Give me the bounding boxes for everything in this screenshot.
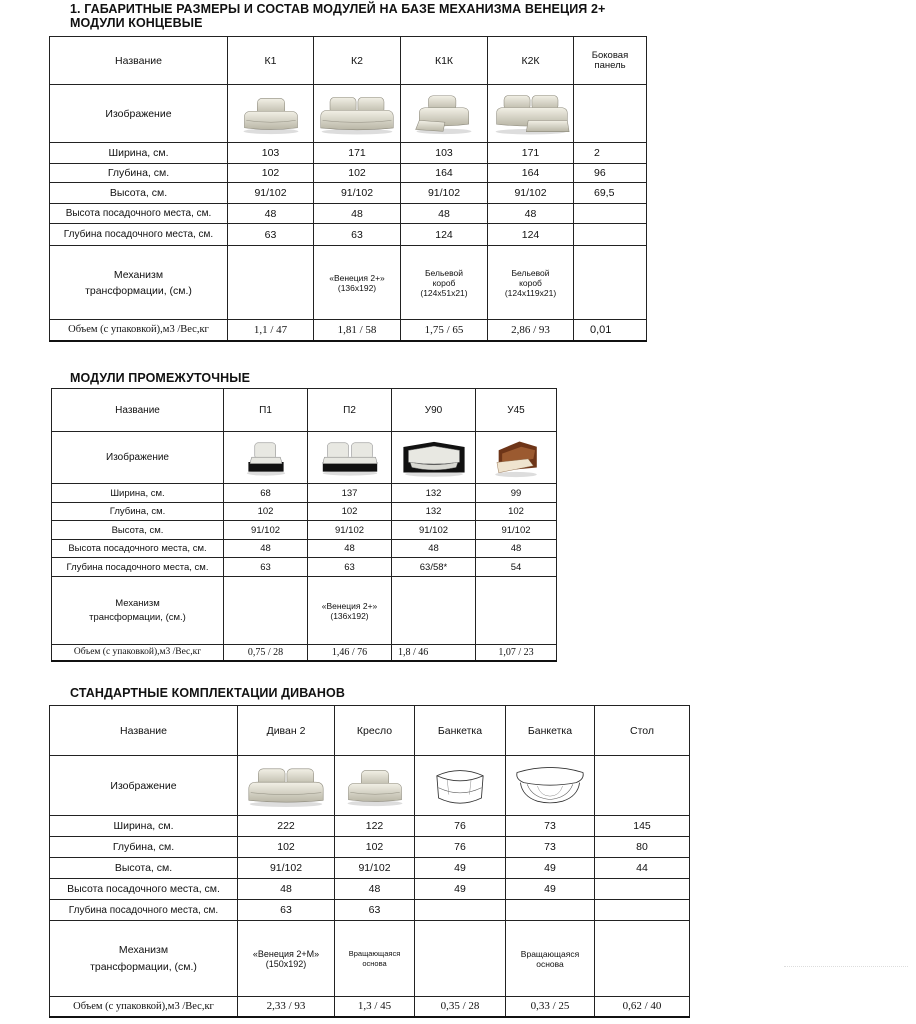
cell-value: 1,07 / 23 (476, 645, 557, 661)
table-row (50, 756, 690, 816)
scan-artifact (784, 966, 908, 971)
cell-value: 0,75 / 28 (224, 645, 308, 661)
cell-value (415, 921, 506, 997)
cell-value: 132 (392, 484, 476, 503)
cell-value: 102 (228, 164, 314, 183)
cell-value: 48 (476, 540, 557, 558)
cell-value: 137 (308, 484, 392, 503)
cell-value: 1,81 / 58 (314, 320, 401, 341)
cell-value: Вращающаяся основа (335, 921, 415, 997)
column-name: К1К (401, 37, 488, 85)
row-label: Название (52, 389, 224, 432)
cell-value (574, 224, 647, 246)
row-label: Высота, см. (50, 858, 238, 879)
armless-double-module-icon (318, 438, 382, 478)
cell-value: Бельевой короб (124х119х21) (488, 246, 574, 320)
cell-value: 48 (228, 204, 314, 224)
cell-value: 49 (506, 879, 595, 900)
cell-value: «Венеция 2+» (136х192) (314, 246, 401, 320)
cell-value (574, 246, 647, 320)
table-row (52, 645, 557, 661)
cell-value: 102 (314, 164, 401, 183)
cell-value: 91/102 (314, 183, 401, 204)
cell-value: 63 (314, 224, 401, 246)
cell-value: 48 (488, 204, 574, 224)
cell-value: 69,5 (574, 183, 647, 204)
sofa-corner-module-icon (239, 92, 303, 136)
table-row (50, 224, 647, 246)
cell-value: 91/102 (476, 521, 557, 540)
row-label: Объем (с упаковкой),м3 /Вес,кг (50, 320, 228, 341)
row-label: Механизм трансформации, (см.) (50, 921, 238, 997)
product-image (574, 85, 647, 143)
cell-value: 49 (415, 858, 506, 879)
cell-value: 164 (401, 164, 488, 183)
table-row (50, 816, 690, 837)
cell-value: 145 (595, 816, 690, 837)
cell-value: 63 (238, 900, 335, 921)
table-row (52, 389, 557, 432)
cell-value: 91/102 (335, 858, 415, 879)
end-modules-table (49, 36, 647, 342)
armchair-icon (343, 763, 407, 809)
cell-value: 124 (401, 224, 488, 246)
cell-value: 91/102 (228, 183, 314, 204)
column-name: Боковая панель (574, 37, 647, 85)
sofa-double-chaise-icon (491, 92, 571, 136)
column-name: П2 (308, 389, 392, 432)
product-image (506, 756, 595, 816)
table-row (50, 997, 690, 1017)
row-label: Объем (с упаковкой),м3 /Вес,кг (52, 645, 224, 661)
sofa-double-module-icon (317, 92, 397, 136)
cell-value: 0,01 (574, 320, 647, 341)
cell-value: 102 (308, 503, 392, 521)
cell-value: 2 (574, 143, 647, 164)
row-label: Название (50, 706, 238, 756)
cell-value: 63 (224, 558, 308, 577)
table-row (50, 320, 647, 341)
cell-value (224, 577, 308, 645)
column-name: К1 (228, 37, 314, 85)
cell-value: 171 (488, 143, 574, 164)
cell-value: 63/58* (392, 558, 476, 577)
cell-value (392, 577, 476, 645)
row-label: Глубина, см. (50, 837, 238, 858)
cell-value: 99 (476, 484, 557, 503)
table-row (50, 37, 647, 85)
cell-value: 1,3 / 45 (335, 997, 415, 1017)
table-row (50, 900, 690, 921)
product-image (595, 756, 690, 816)
ottoman-square-icon (430, 760, 490, 812)
cell-value: 96 (574, 164, 647, 183)
cell-value: 68 (224, 484, 308, 503)
column-name: К2 (314, 37, 401, 85)
cell-value: 1,8 / 46 (392, 645, 476, 661)
cell-value: 2,86 / 93 (488, 320, 574, 341)
cell-value: 0,62 / 40 (595, 997, 690, 1017)
sofa-corner-chaise-icon (412, 92, 476, 136)
table-row (50, 143, 647, 164)
table-row (50, 246, 647, 320)
column-name: Диван 2 (238, 706, 335, 756)
table-row (52, 558, 557, 577)
cell-value: 48 (392, 540, 476, 558)
section2-heading: МОДУЛИ ПРОМЕЖУТОЧНЫЕ (70, 371, 251, 385)
cell-value: 91/102 (238, 858, 335, 879)
cell-value (228, 246, 314, 320)
product-image (224, 432, 308, 484)
section1-subtitle: МОДУЛИ КОНЦЕВЫЕ (70, 16, 203, 30)
row-label: Глубина, см. (50, 164, 228, 183)
cell-value: 91/102 (401, 183, 488, 204)
cell-value (595, 879, 690, 900)
cell-value: 76 (415, 816, 506, 837)
product-image (488, 85, 574, 143)
row-label: Ширина, см. (50, 143, 228, 164)
table-row (50, 85, 647, 143)
column-name: Банкетка (506, 706, 595, 756)
table-row (50, 706, 690, 756)
row-label: Механизм трансформации, (см.) (50, 246, 228, 320)
cell-value: 91/102 (392, 521, 476, 540)
cell-value: 132 (392, 503, 476, 521)
table-row (52, 521, 557, 540)
product-image (308, 432, 392, 484)
table-row (50, 183, 647, 204)
row-label: Механизм трансформации, (см.) (52, 577, 224, 645)
cell-value (574, 204, 647, 224)
row-label: Изображение (52, 432, 224, 484)
row-label: Объем (с упаковкой),м3 /Вес,кг (50, 997, 238, 1017)
section1-title: 1. ГАБАРИТНЫЕ РАЗМЕРЫ И СОСТАВ МОДУЛЕЙ НА БАЗЕ МЕХАНИЗМА ВЕНЕЦИЯ 2+ (70, 2, 606, 16)
row-label: Высота, см. (52, 521, 224, 540)
cell-value: 2,33 / 93 (238, 997, 335, 1017)
table-row (52, 432, 557, 484)
cell-value: 0,35 / 28 (415, 997, 506, 1017)
cell-value (595, 900, 690, 921)
armless-chair-module-icon (242, 438, 290, 478)
column-name: У45 (476, 389, 557, 432)
row-label: Название (50, 37, 228, 85)
cell-value: 91/102 (488, 183, 574, 204)
cell-value: 63 (308, 558, 392, 577)
section3-heading: СТАНДАРТНЫЕ КОМПЛЕКТАЦИИ ДИВАНОВ (70, 686, 345, 700)
cell-value: 102 (476, 503, 557, 521)
cell-value: 164 (488, 164, 574, 183)
section1-heading (70, 2, 605, 30)
product-image (228, 85, 314, 143)
cell-value: 49 (506, 858, 595, 879)
row-label: Глубина посадочного места, см. (50, 224, 228, 246)
cell-value: 103 (228, 143, 314, 164)
cell-value: Бельевой короб (124х51х21) (401, 246, 488, 320)
column-name: П1 (224, 389, 308, 432)
standard-sets-table (49, 705, 690, 1018)
cell-value: 48 (335, 879, 415, 900)
cell-value: 54 (476, 558, 557, 577)
cell-value: 124 (488, 224, 574, 246)
table-row (50, 837, 690, 858)
cell-value: 63 (228, 224, 314, 246)
row-label: Высота посадочного места, см. (50, 204, 228, 224)
cell-value (595, 921, 690, 997)
product-image (335, 756, 415, 816)
product-image (314, 85, 401, 143)
product-image (476, 432, 557, 484)
row-label: Глубина посадочного места, см. (52, 558, 224, 577)
cell-value: 48 (224, 540, 308, 558)
table-row (50, 204, 647, 224)
table-row (50, 921, 690, 997)
row-label: Глубина, см. (52, 503, 224, 521)
table-row (52, 484, 557, 503)
cell-value: 1,46 / 76 (308, 645, 392, 661)
cell-value: 171 (314, 143, 401, 164)
product-image (415, 756, 506, 816)
cell-value: 73 (506, 816, 595, 837)
cell-value: 1,1 / 47 (228, 320, 314, 341)
row-label: Ширина, см. (52, 484, 224, 503)
corner-45-module-icon (490, 438, 542, 478)
cell-value: 48 (401, 204, 488, 224)
column-name: У90 (392, 389, 476, 432)
row-label: Высота, см. (50, 183, 228, 204)
cell-value (506, 900, 595, 921)
column-name: К2К (488, 37, 574, 85)
cell-value: 48 (238, 879, 335, 900)
cell-value: 48 (308, 540, 392, 558)
product-image (392, 432, 476, 484)
column-name: Стол (595, 706, 690, 756)
cell-value: «Венеция 2+» (136х192) (308, 577, 392, 645)
cell-value: 48 (314, 204, 401, 224)
cell-value: 0,33 / 25 (506, 997, 595, 1017)
row-label: Высота посадочного места, см. (52, 540, 224, 558)
table-row (50, 858, 690, 879)
cell-value: 63 (335, 900, 415, 921)
column-name: Кресло (335, 706, 415, 756)
cell-value: 122 (335, 816, 415, 837)
cell-value: 222 (238, 816, 335, 837)
table-row (52, 577, 557, 645)
row-label: Изображение (50, 85, 228, 143)
ottoman-round-icon (512, 760, 588, 812)
cell-value: «Венеция 2+М» (150х192) (238, 921, 335, 997)
cell-value (415, 900, 506, 921)
cell-value: 91/102 (308, 521, 392, 540)
cell-value: 103 (401, 143, 488, 164)
sofa-two-seat-icon (245, 763, 327, 809)
cell-value: 91/102 (224, 521, 308, 540)
cell-value: 49 (415, 879, 506, 900)
cell-value: 80 (595, 837, 690, 858)
cell-value: 102 (335, 837, 415, 858)
row-label: Высота посадочного места, см. (50, 879, 238, 900)
cell-value: 1,75 / 65 (401, 320, 488, 341)
cell-value: 102 (224, 503, 308, 521)
intermediate-modules-table (51, 388, 557, 662)
cell-value: 102 (238, 837, 335, 858)
column-name: Банкетка (415, 706, 506, 756)
corner-90-module-icon (400, 438, 468, 478)
cell-value: 73 (506, 837, 595, 858)
row-label: Изображение (50, 756, 238, 816)
cell-value (476, 577, 557, 645)
table-row (52, 503, 557, 521)
table-row (50, 164, 647, 183)
cell-value: 76 (415, 837, 506, 858)
table-row (50, 879, 690, 900)
table-row (52, 540, 557, 558)
cell-value: 44 (595, 858, 690, 879)
cell-value: Вращающаяся основа (506, 921, 595, 997)
row-label: Глубина посадочного места, см. (50, 900, 238, 921)
product-image (238, 756, 335, 816)
product-image (401, 85, 488, 143)
row-label: Ширина, см. (50, 816, 238, 837)
